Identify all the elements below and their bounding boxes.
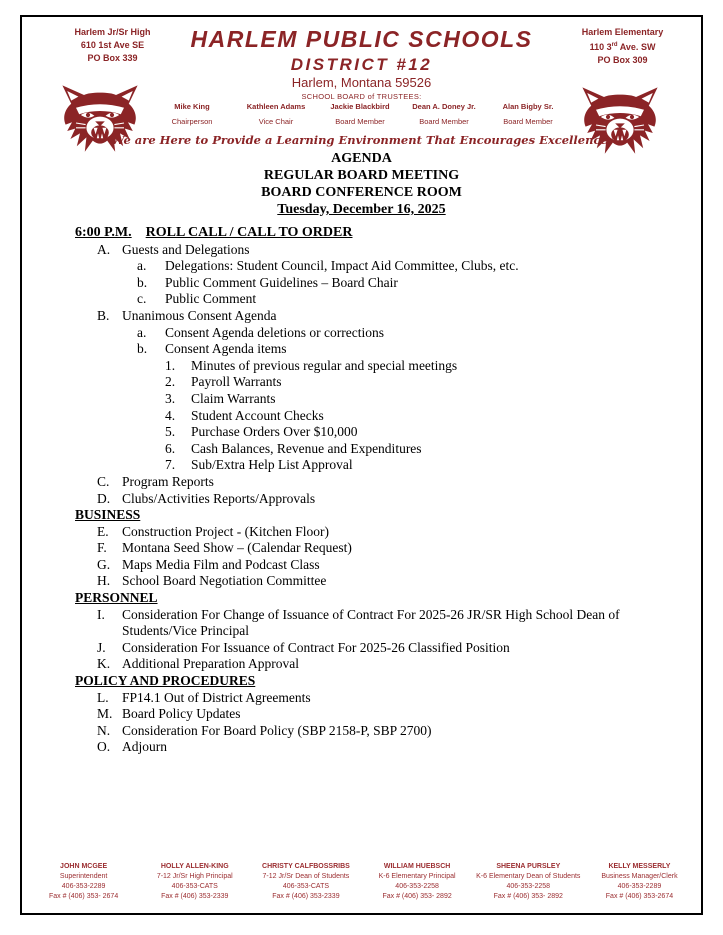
agenda-item bbox=[75, 291, 653, 308]
district-number: DISTRICT #12 bbox=[290, 55, 433, 74]
agenda-item bbox=[75, 607, 653, 640]
agenda-section-heading: POLICY AND PROCEDURES bbox=[75, 673, 256, 689]
contact-name: SHEENA PURSLEY bbox=[496, 863, 561, 870]
meeting-type: REGULAR BOARD MEETING bbox=[263, 168, 460, 183]
agenda-item bbox=[75, 723, 653, 740]
agenda-item bbox=[75, 656, 653, 673]
item-label: A. bbox=[97, 241, 111, 257]
item-text: Montana Seed Show – (Calendar Request) bbox=[122, 540, 352, 556]
agenda-item bbox=[75, 424, 653, 441]
contact-phone: 406-353-CATS bbox=[282, 883, 330, 890]
item-label: c. bbox=[137, 291, 147, 307]
district-city: Harlem, Montana 59526 bbox=[291, 75, 432, 90]
contact-fax: Fax # (406) 353-2339 bbox=[272, 893, 340, 900]
contact-name: CHRISTY CALFBOSSRIBS bbox=[262, 863, 350, 870]
item-text: Additional Preparation Approval bbox=[122, 656, 299, 672]
agenda-item bbox=[75, 640, 653, 657]
item-text: Consent Agenda deletions or corrections bbox=[165, 324, 384, 340]
trustee-name: Jackie Blackbird bbox=[330, 102, 390, 111]
item-text: Adjourn bbox=[122, 739, 167, 755]
item-label: b. bbox=[137, 341, 148, 357]
staff-contact bbox=[139, 862, 250, 902]
agenda-item bbox=[75, 325, 653, 342]
staff-contact bbox=[473, 862, 584, 902]
item-text: FP14.1 Out of District Agreements bbox=[122, 689, 311, 705]
item-text: School Board Negotiation Committee bbox=[122, 573, 327, 589]
item-label: L. bbox=[97, 689, 109, 705]
school-street: 610 1st Ave SE bbox=[80, 40, 145, 50]
agenda-item bbox=[75, 491, 653, 508]
item-label: a. bbox=[137, 258, 147, 274]
item-label: M. bbox=[97, 706, 113, 722]
trustee-name: Mike King bbox=[174, 102, 210, 111]
item-label: D. bbox=[97, 490, 111, 506]
meeting-date: Tuesday, December 16, 2025 bbox=[277, 202, 446, 217]
item-label: H. bbox=[97, 573, 111, 589]
trustee-title: Board Member bbox=[503, 117, 553, 126]
district-motto: “We are Here to Provide a Learning Environment That Encourages Excellence.” bbox=[104, 133, 619, 147]
item-text: Payroll Warrants bbox=[191, 374, 282, 390]
contact-title: Business Manager/Clerk bbox=[601, 873, 678, 880]
item-label: G. bbox=[97, 556, 111, 572]
contact-fax: Fax # (406) 353-2339 bbox=[161, 893, 229, 900]
agenda-item bbox=[75, 540, 653, 557]
contact-title: K-6 Elementary Principal bbox=[378, 873, 456, 880]
agenda-heading: AGENDA bbox=[331, 151, 392, 166]
contact-title: K-6 Elementary Dean of Students bbox=[476, 873, 581, 880]
item-text: Consent Agenda items bbox=[165, 341, 287, 357]
contact-phone: 406-353-2258 bbox=[506, 883, 551, 890]
contact-fax: Fax # (406) 353-2674 bbox=[605, 893, 674, 900]
item-label: E. bbox=[97, 523, 109, 539]
agenda-section-heading: PERSONNEL bbox=[75, 590, 158, 606]
item-text: Sub/Extra Help List Approval bbox=[191, 457, 353, 473]
contact-fax: Fax # (406) 353- 2892 bbox=[493, 893, 563, 900]
staff-contact bbox=[250, 862, 361, 902]
school-name: Harlem Elementary bbox=[581, 27, 664, 37]
contact-phone: 406-353-2289 bbox=[617, 883, 662, 890]
trustee-name: Kathleen Adams bbox=[246, 102, 306, 111]
item-text: Student Account Checks bbox=[191, 407, 324, 423]
item-text: Purchase Orders Over $10,000 bbox=[191, 424, 358, 440]
item-text: Public Comment Guidelines – Board Chair bbox=[165, 274, 398, 290]
item-label: 4. bbox=[165, 407, 176, 423]
school-pobox: PO Box 339 bbox=[87, 53, 138, 63]
agenda-item bbox=[75, 358, 653, 375]
contact-phone: 406-353-2289 bbox=[61, 883, 106, 890]
meeting-title-block bbox=[0, 150, 723, 218]
item-text: Consideration For Change of Issuance of Contract For 2025-26 JR/SR High School Dean of Students/Vice Principal bbox=[122, 606, 620, 639]
agenda-item bbox=[75, 690, 653, 707]
staff-contact bbox=[28, 862, 139, 902]
item-label: B. bbox=[97, 307, 110, 323]
item-text: Delegations: Student Council, Impact Aid Committee, Clubs, etc. bbox=[165, 258, 519, 274]
item-label: 6. bbox=[165, 440, 176, 456]
item-label: J. bbox=[97, 639, 106, 655]
item-text: Consideration For Board Policy (SBP 2158-P, SBP 2700) bbox=[122, 722, 432, 738]
item-label: F. bbox=[97, 540, 107, 556]
agenda-section-heading: BUSINESS bbox=[75, 507, 141, 523]
trustee-name: Dean A. Doney Jr. bbox=[412, 102, 476, 111]
agenda-item bbox=[75, 242, 653, 259]
agenda-item bbox=[75, 391, 653, 408]
item-text: Guests and Delegations bbox=[122, 241, 250, 257]
contact-title: 7-12 Jr/Sr High Principal bbox=[156, 873, 233, 880]
item-label: 1. bbox=[165, 357, 176, 373]
contact-title: Superintendent bbox=[59, 873, 108, 880]
item-label: a. bbox=[137, 324, 147, 340]
item-label: 2. bbox=[165, 374, 176, 390]
item-text: Construction Project - (Kitchen Floor) bbox=[122, 523, 329, 539]
agenda-item bbox=[75, 308, 653, 325]
meeting-location: BOARD CONFERENCE ROOM bbox=[261, 185, 462, 200]
trustee-title: Board Member bbox=[419, 117, 469, 126]
agenda-time-heading bbox=[75, 225, 653, 242]
agenda-item bbox=[75, 374, 653, 391]
item-label: 3. bbox=[165, 390, 176, 406]
contact-name: HOLLY ALLEN-KING bbox=[160, 863, 229, 870]
item-label: O. bbox=[97, 739, 111, 755]
staff-contact bbox=[584, 862, 695, 902]
trustee bbox=[486, 102, 570, 126]
staff-contact bbox=[362, 862, 473, 902]
agenda-item bbox=[75, 706, 653, 723]
item-text: Cash Balances, Revenue and Expenditures bbox=[191, 440, 422, 456]
item-text: Public Comment bbox=[165, 291, 257, 307]
agenda-item bbox=[75, 408, 653, 425]
item-text: Consideration For Issuance of Contract For 2025-26 Classified Position bbox=[122, 639, 510, 655]
staff-contact-footer bbox=[28, 862, 695, 902]
agenda-item-list bbox=[75, 225, 653, 756]
contact-fax: Fax # (406) 353- 2674 bbox=[48, 893, 119, 900]
heading-text: ROLL CALL / CALL TO ORDER bbox=[145, 225, 353, 240]
contact-name: WILLIAM HUEBSCH bbox=[383, 863, 451, 870]
district-title: HARLEM PUBLIC SCHOOLS bbox=[190, 26, 533, 52]
item-label: N. bbox=[97, 722, 111, 738]
agenda-item bbox=[75, 441, 653, 458]
school-name: Harlem Jr/Sr High bbox=[74, 27, 151, 37]
contact-phone: 406-353-CATS bbox=[171, 883, 218, 890]
item-text: Unanimous Consent Agenda bbox=[122, 307, 277, 323]
item-text: Maps Media Film and Podcast Class bbox=[122, 556, 320, 572]
trustee-name: Alan Bigby Sr. bbox=[502, 102, 554, 111]
board-of-trustees-label: SCHOOL BOARD of TRUSTEES: bbox=[301, 92, 422, 101]
trustee bbox=[150, 102, 234, 126]
contact-phone: 406-353-2258 bbox=[395, 883, 439, 890]
agenda-item bbox=[75, 573, 653, 590]
agenda-item bbox=[75, 524, 653, 541]
school-pobox: PO Box 309 bbox=[597, 55, 648, 65]
contact-fax: Fax # (406) 353- 2892 bbox=[382, 893, 452, 900]
item-label: 5. bbox=[165, 424, 176, 440]
agenda-item bbox=[75, 474, 653, 491]
item-text: Clubs/Activities Reports/Approvals bbox=[122, 490, 316, 506]
trustee-title: Vice Chair bbox=[258, 117, 294, 126]
agenda-item bbox=[75, 275, 653, 292]
item-label: b. bbox=[137, 274, 148, 290]
item-label: 7. bbox=[165, 457, 176, 473]
trustee bbox=[234, 102, 318, 126]
trustee bbox=[318, 102, 402, 126]
agenda-item bbox=[75, 739, 653, 756]
item-label: K. bbox=[97, 656, 111, 672]
trustee bbox=[402, 102, 486, 126]
contact-name: KELLY MESSERLY bbox=[608, 863, 671, 870]
trustees-row bbox=[150, 102, 570, 126]
trustee-title: Board Member bbox=[335, 117, 385, 126]
item-text: Minutes of previous regular and special meetings bbox=[191, 357, 458, 373]
item-text: Board Policy Updates bbox=[122, 706, 241, 722]
trustee-title: Chairperson bbox=[171, 117, 213, 126]
item-label: I. bbox=[97, 606, 105, 622]
item-label: C. bbox=[97, 473, 110, 489]
agenda-item bbox=[75, 341, 653, 358]
meeting-time: 6:00 P.M. bbox=[75, 225, 132, 240]
contact-title: 7-12 Jr/Sr Dean of Students bbox=[262, 873, 350, 880]
agenda-item bbox=[75, 258, 653, 275]
agenda-item bbox=[75, 557, 653, 574]
contact-name: JOHN MCGEE bbox=[60, 863, 108, 870]
school-street: 110 3rd Ave. SW bbox=[589, 42, 656, 52]
item-text: Claim Warrants bbox=[191, 390, 276, 406]
item-text: Program Reports bbox=[122, 473, 214, 489]
agenda-item bbox=[75, 457, 653, 474]
